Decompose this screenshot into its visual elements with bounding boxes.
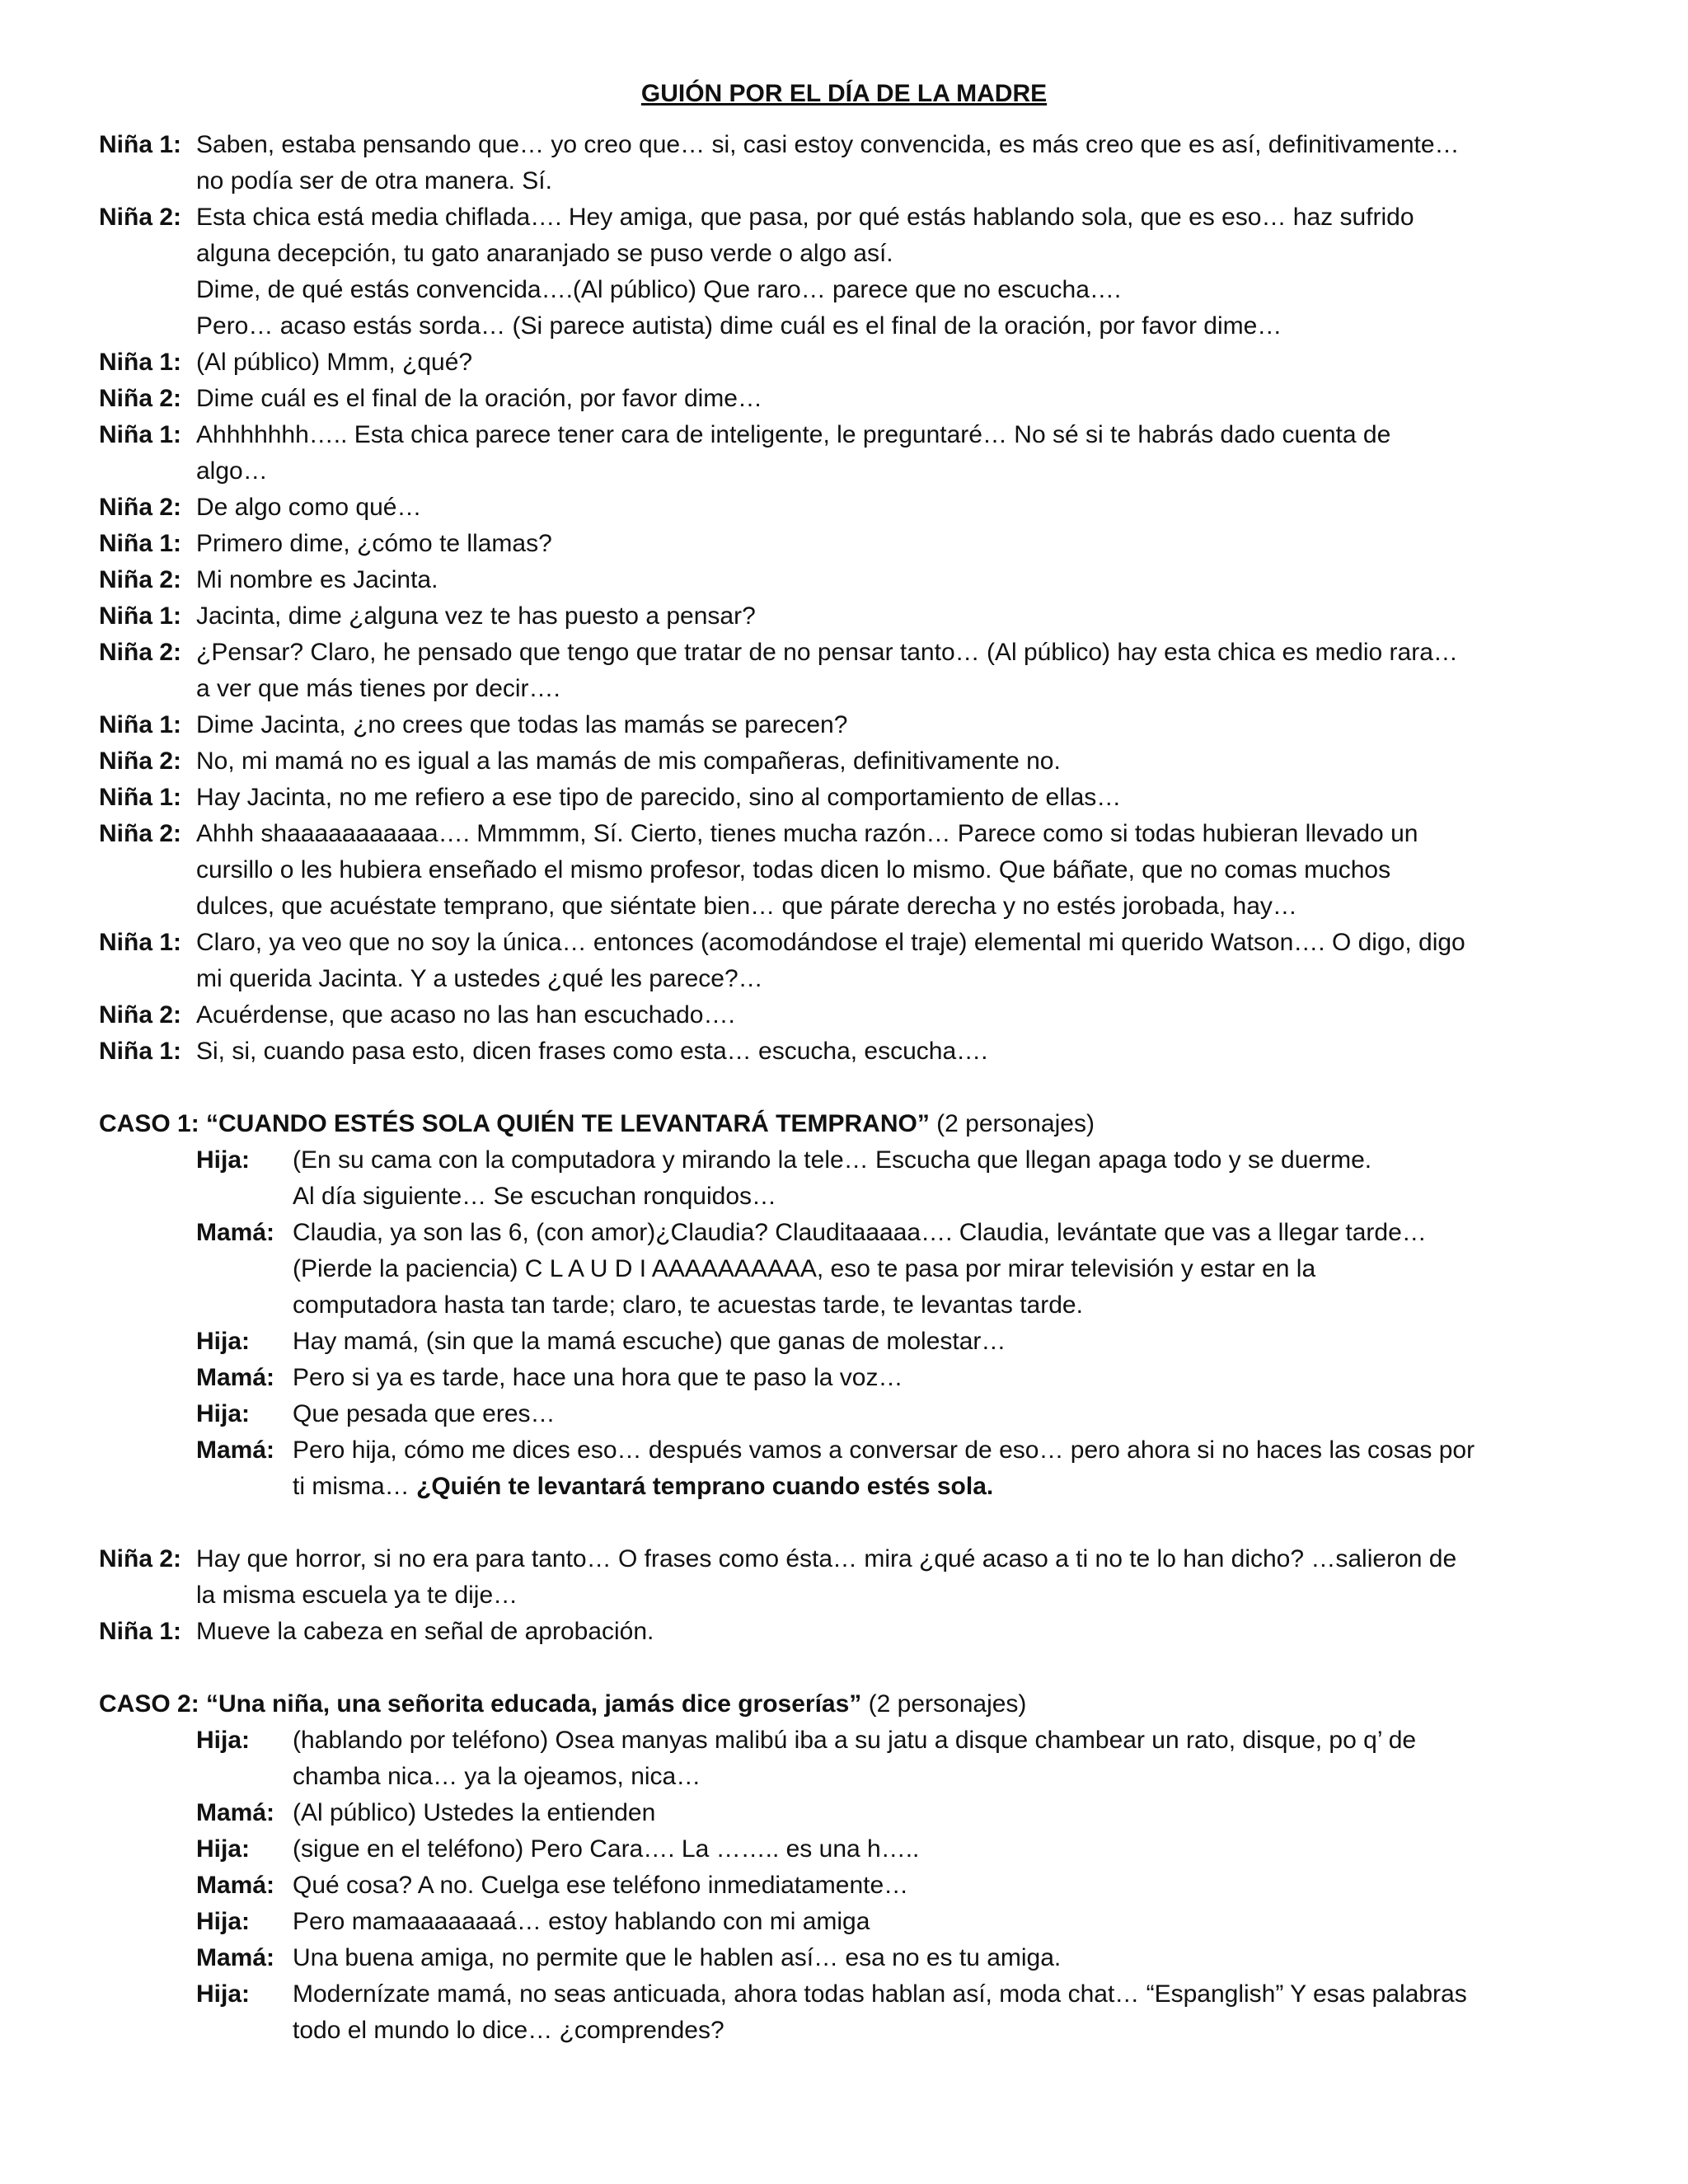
speaker-label: Niña 1: [99,1618,182,1645]
dialogue-text [293,1868,1589,1904]
interlude-dialogue [99,1541,1589,1650]
dialogue-text-line: Mueve la cabeza en señal de aprobación. [196,1618,654,1645]
case-1-heading [99,1106,1589,1142]
dialogue-line [99,1033,1589,1070]
case-2-dialogue [99,1722,1589,2049]
speaker-label: Hija: [196,1400,251,1427]
dialogue-text [293,1396,1589,1432]
dialogue-text [196,1614,1589,1650]
dialogue-text-line: No, mi mamá no es igual a las mamás de mis compañeras, definitivamente no. [196,748,1061,775]
dialogue-text-line: alguna decepción, tu gato anaranjado se puso verde o algo así. [196,240,893,267]
speaker-label: Niña 1: [99,530,182,557]
case-line [196,1142,1589,1215]
dialogue-line [99,598,1589,635]
speaker-label: Hija: [196,1980,251,2008]
opening-dialogue [99,127,1589,1070]
key-phrase: ¿Quién te levantará temprano cuando estés sola. [416,1473,994,1500]
case-1-title: CASO 1: “CUANDO ESTÉS SOLA QUIÉN TE LEVANTARÁ TEMPRANO” [99,1110,930,1137]
dialogue-plain-text: ti misma… [293,1473,416,1500]
dialogue-text-line: (En su cama con la computadora y mirando la tele… Escucha que llegan apaga todo y se duerme. [293,1146,1372,1174]
case-2-heading [99,1686,1589,1722]
speaker-label: Hija: [196,1328,251,1355]
dialogue-text [293,1940,1589,1976]
speaker-label: Mamá: [196,1364,275,1391]
dialogue-text [293,1722,1589,1795]
dialogue-line [99,1614,1589,1650]
dialogue-text-line: Ahhhhhhh….. Esta chica parece tener cara de inteligente, le preguntaré… No sé si te habrás dado cuenta de [196,421,1391,448]
dialogue-line [99,562,1589,598]
dialogue-text-line: Claro, ya veo que no soy la única… entonces (acomodándose el traje) elemental mi querido Watson…. O digo, digo [196,929,1465,956]
dialogue-text-line: Mi nombre es Jacinta. [196,566,438,593]
dialogue-text-line: computadora hasta tan tarde; claro, te acuestas tarde, te levantas tarde. [293,1291,1083,1319]
dialogue-text-line: (hablando por teléfono) Osea manyas malibú iba a su jatu a disque chambear un rato, disque, po q’ de [293,1727,1417,1754]
case-line [196,1940,1589,1976]
speaker-label: Mamá: [196,1872,275,1899]
case-1-dialogue [99,1142,1589,1505]
dialogue-text-line: Esta chica está media chiflada…. Hey amiga, que pasa, por qué estás hablando sola, que es eso… haz sufrido [196,204,1414,231]
speaker-label: Niña 2: [99,494,182,521]
case-line [196,1795,1589,1831]
dialogue-line [99,780,1589,816]
dialogue-text-line: Pero mamaaaaaaaá… estoy hablando con mi amiga [293,1908,870,1935]
dialogue-line [99,526,1589,562]
dialogue-text-line: Pero… acaso estás sorda… (Si parece autista) dime cuál es el final de la oración, por favor dime… [196,312,1282,340]
dialogue-text [196,743,1589,780]
speaker-label: Niña 2: [99,1001,182,1029]
dialogue-text [293,1432,1589,1505]
case-2-title: CASO 2: “Una niña, una señorita educada, jamás dice groserías” [99,1690,862,1718]
dialogue-text-line: (sigue en el teléfono) Pero Cara…. La …….. es una h….. [293,1835,920,1863]
dialogue-text-line: a ver que más tienes por decir…. [196,675,560,702]
dialogue-text-line: Acuérdense, que acaso no las han escuchado…. [196,1001,735,1029]
case-line [196,1831,1589,1868]
case-1 [99,1106,1589,1505]
speaker-label: Niña 1: [99,349,182,376]
case-line [196,1722,1589,1795]
case-line [196,1868,1589,1904]
speaker-label: Niña 1: [99,711,182,738]
dialogue-text-line: todo el mundo lo dice… ¿comprendes? [293,2017,724,2044]
dialogue-line [99,381,1589,417]
speaker-label: Hija: [196,1146,251,1174]
dialogue-text-line: Si, si, cuando pasa esto, dicen frases como esta… escucha, escucha…. [196,1038,988,1065]
speaker-label: Niña 2: [99,1545,182,1572]
dialogue-text [196,1033,1589,1070]
dialogue-line [99,344,1589,381]
speaker-label: Mamá: [196,1799,275,1826]
speaker-label: Niña 1: [99,602,182,630]
dialogue-text [196,1541,1589,1614]
case-line [196,1904,1589,1940]
speaker-label: Niña 1: [99,131,182,158]
dialogue-line [99,925,1589,997]
dialogue-text [196,417,1589,490]
dialogue-text-line: Hay Jacinta, no me refiero a ese tipo de parecido, sino al comportamiento de ellas… [196,784,1122,811]
dialogue-text [293,1904,1589,1940]
dialogue-text [293,1324,1589,1360]
dialogue-text-line: (Al público) Mmm, ¿qué? [196,349,473,376]
speaker-label: Niña 2: [99,385,182,412]
speaker-label: Hija: [196,1908,251,1935]
dialogue-text-line: Primero dime, ¿cómo te llamas? [196,530,552,557]
dialogue-text-line: ¿Pensar? Claro, he pensado que tengo que tratar de no pensar tanto… (Al público) hay esta chica es medio rara… [196,639,1458,666]
dialogue-text-line: Dime cuál es el final de la oración, por favor dime… [196,385,762,412]
dialogue-text-line: chamba nica… ya la ojeamos, nica… [293,1763,701,1790]
speaker-label: Hija: [196,1835,251,1863]
dialogue-text-line: Pero hija, cómo me dices eso… después vamos a conversar de eso… pero ahora si no haces las cosas por [293,1436,1475,1464]
dialogue-line [99,816,1589,925]
dialogue-text-line: De algo como qué… [196,494,422,521]
dialogue-text-line: dulces, que acuéstate temprano, que siéntate bien… que párate derecha y no estés jorobada, hay… [196,893,1297,920]
case-line [196,1324,1589,1360]
dialogue-text-line: Saben, estaba pensando que… yo creo que… si, casi estoy convencida, es más creo que es así, definitivamente… [196,131,1460,158]
dialogue-text-line: algo… [196,457,268,485]
dialogue-text-line: Qué cosa? A no. Cuelga ese teléfono inmediatamente… [293,1872,909,1899]
dialogue-text-line: la misma escuela ya te dije… [196,1582,518,1609]
dialogue-line [99,490,1589,526]
speaker-label: Niña 2: [99,566,182,593]
dialogue-text [293,1831,1589,1868]
dialogue-line [99,743,1589,780]
speaker-label: Niña 1: [99,1038,182,1065]
speaker-label: Mamá: [196,1436,275,1464]
dialogue-text [196,816,1589,925]
dialogue-text [196,127,1589,199]
dialogue-text-line: Una buena amiga, no permite que le hablen así… esa no es tu amiga. [293,1944,1062,1971]
case-1-note: (2 personajes) [936,1110,1095,1137]
speaker-label: Niña 2: [99,820,182,847]
dialogue-text [196,526,1589,562]
dialogue-text [196,707,1589,743]
speaker-label: Mamá: [196,1944,275,1971]
dialogue-text [196,381,1589,417]
dialogue-text-line: Dime, de qué estás convencida….(Al público) Que raro… parece que no escucha…. [196,276,1122,303]
dialogue-text-line: Claudia, ya son las 6, (con amor)¿Claudia? Clauditaaaaa…. Claudia, levántate que vas a llegar tarde… [293,1219,1427,1246]
dialogue-text-line: Hay que horror, si no era para tanto… O frases como ésta… mira ¿qué acaso a ti no te lo han dicho? …salieron de [196,1545,1457,1572]
dialogue-line [99,199,1589,344]
page-title: GUIÓN POR EL DÍA DE LA MADRE [640,80,1048,107]
case-2 [99,1686,1589,2049]
dialogue-text-line [293,1469,1589,1505]
dialogue-text [196,635,1589,707]
dialogue-text [293,1795,1589,1831]
dialogue-text [196,997,1589,1033]
dialogue-text-line: no podía ser de otra manera. Sí. [196,167,552,194]
dialogue-text-line: mi querida Jacinta. Y a ustedes ¿qué les parece?… [196,965,763,992]
dialogue-line [99,417,1589,490]
dialogue-text-line: Hay mamá, (sin que la mamá escuche) que ganas de molestar… [293,1328,1006,1355]
speaker-label: Niña 1: [99,784,182,811]
dialogue-line [99,635,1589,707]
dialogue-text [293,1215,1589,1324]
dialogue-text-line: Dime Jacinta, ¿no crees que todas las mamás se parecen? [196,711,848,738]
case-line [196,1396,1589,1432]
speaker-label: Hija: [196,1727,251,1754]
case-line [196,1215,1589,1324]
speaker-label: Niña 1: [99,929,182,956]
dialogue-text [196,199,1589,344]
dialogue-text-line: (Pierde la paciencia) C L A U D I AAAAAAAAAA, eso te pasa por mirar televisión y estar en la [293,1255,1316,1282]
dialogue-text [293,1976,1589,2049]
case-line [196,1432,1589,1505]
dialogue-text [196,925,1589,997]
dialogue-text [196,490,1589,526]
dialogue-text [196,344,1589,381]
dialogue-text-line: Pero si ya es tarde, hace una hora que te paso la voz… [293,1364,903,1391]
dialogue-text [196,562,1589,598]
speaker-label: Niña 1: [99,421,182,448]
dialogue-text-line: (Al público) Ustedes la entienden [293,1799,656,1826]
dialogue-text [196,780,1589,816]
dialogue-text-line: Jacinta, dime ¿alguna vez te has puesto a pensar? [196,602,756,630]
dialogue-text-line: Que pesada que eres… [293,1400,556,1427]
dialogue-text [293,1142,1589,1215]
case-line [196,1360,1589,1396]
dialogue-line [99,997,1589,1033]
case-line [196,1976,1589,2049]
dialogue-text [293,1360,1589,1396]
speaker-label: Niña 2: [99,639,182,666]
dialogue-text-line: Ahhh shaaaaaaaaaaa…. Mmmmm, Sí. Cierto, tienes mucha razón… Parece como si todas hubieran llevado un [196,820,1418,847]
dialogue-text [196,598,1589,635]
dialogue-line [99,707,1589,743]
dialogue-text-line: Modernízate mamá, no seas anticuada, ahora todas hablan así, moda chat… “Espanglish” Y esas palabras [293,1980,1467,2008]
case-2-note: (2 personajes) [868,1690,1027,1718]
dialogue-text-line: cursillo o les hubiera enseñado el mismo profesor, todas dicen lo mismo. Que báñate, que no comas muchos [196,856,1391,883]
speaker-label: Niña 2: [99,748,182,775]
dialogue-line [99,127,1589,199]
dialogue-line [99,1541,1589,1614]
dialogue-text-line: Al día siguiente… Se escuchan ronquidos… [293,1183,777,1210]
speaker-label: Mamá: [196,1219,275,1246]
speaker-label: Niña 2: [99,204,182,231]
